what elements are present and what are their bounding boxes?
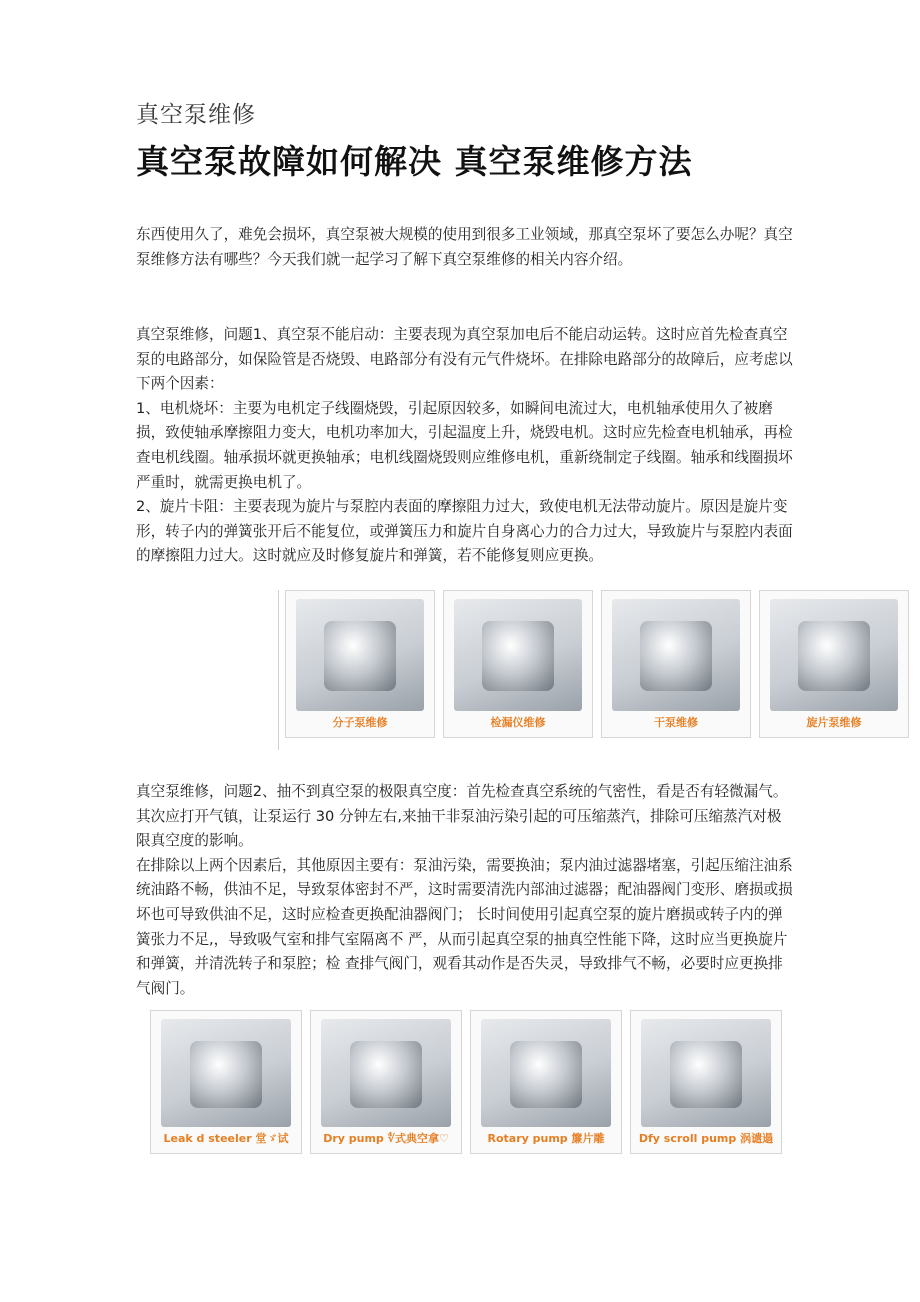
section-1-item-2: 2、旋片卡阻：主要表现为旋片与泵腔内表面的摩擦阻力过大，致使电机无法带动旋片。原因是旋片变形，转子内的弹簧张开后不能复位，或弹簧压力和旋片自身离心力的合力过大，导致旋片与泵腔内表面的摩擦阻力过大。这时就应及时修复旋片和弹簧，若不能修复则应更换。 [136, 498, 793, 565]
section-1 [136, 323, 796, 569]
caption: 干泵维修 [654, 716, 698, 729]
gallery-card [310, 1010, 462, 1154]
section-1-item-1: 1、电机烧坏：主要为电机定子线圈烧毁，引起原因较多，如瞬间电流过大，电机轴承使用久了被磨损，致使轴承摩擦阻力变大，电机功率加大，引起温度上升，烧毁电机。这时应先检查电机轴承，再检查电机线圈。轴承损坏就更换轴承；电机线圈烧毁则应维修电机，重新绕制定子线圈。轴承和线圈损坏严重时，就需更换电机了。 [136, 399, 793, 491]
product-photo [481, 1019, 611, 1127]
caption: 检漏仪维修 [490, 716, 546, 729]
gallery-card [630, 1010, 782, 1154]
page-kicker: 真空泵维修 [136, 102, 256, 128]
section-1-lead: 真空泵维修，问题1、真空泵不能启动：主要表现为真空泵加电后不能启动运转。这时应首先检查真空泵的电路部分，如保险管是否烧毁、电路部分有没有元气件烧坏。在排除电路部分的故障后，应考虑以下两个因素： [136, 326, 793, 393]
caption: Rotary pump 簾片雕 [487, 1132, 605, 1145]
caption: 分子泵维修 [332, 716, 388, 729]
product-photo [321, 1019, 451, 1127]
caption: Dry pump ∜式典空拿♡ [323, 1132, 449, 1145]
gallery-card [601, 590, 751, 738]
page-title: 真空泵故障如何解决 真空泵维修方法 [136, 142, 693, 181]
product-gallery [150, 1010, 790, 1154]
product-photo [454, 599, 582, 711]
service-gallery [278, 590, 920, 750]
gallery-card [285, 590, 435, 738]
product-photo [641, 1019, 771, 1127]
section-2-body: 在排除以上两个因素后，其他原因主要有：泵油污染，需要换油；泵内油过滤器堵塞，引起压缩注油系统油路不畅，供油不足，导致泵体密封不严，这时需要清洗内部油过滤器；配油器阀门变形、磨损或损坏也可导致供油不足，这时应检查更换配油器阀门； 长时间使用引起真空泵的旋片磨损或转子内的弹簧张力不足,，导致吸气室和排气室隔离不 严，从而引起真空泵的抽真空性能下降，这时应当更换旋片和弹簧，并清洗转子和泵腔；检 查排气阀门，观看其动作是否失灵，导致排气不畅，必要时应更换排气阀门。 [136, 856, 793, 997]
intro-paragraph: 东西使用久了，难免会损坏，真空泵被大规模的使用到很多工业领域，那真空泵坏了要怎么办呢？真空泵维修方法有哪些？今天我们就一起学习了解下真空泵维修的相关内容介绍。 [136, 226, 793, 268]
caption: Leak d steeler 堂ゞ试 [163, 1132, 289, 1145]
product-photo [612, 599, 740, 711]
gallery-card [150, 1010, 302, 1154]
gallery-card [470, 1010, 622, 1154]
caption: 旋片泵维修 [806, 716, 862, 729]
product-photo [770, 599, 898, 711]
section-2 [136, 780, 796, 1001]
product-photo [161, 1019, 291, 1127]
gallery-card [443, 590, 593, 738]
gallery-card [759, 590, 909, 738]
section-2-lead: 真空泵维修，问题2、抽不到真空泵的极限真空度：首先检查真空系统的气密性，看是否有轻微漏气。其次应打开气镇，让泵运行 30 分钟左右,来抽干非泵油污染引起的可压缩蒸汽，排除可压缩蒸汽对极限真空度的影响。 [136, 783, 788, 850]
product-photo [296, 599, 424, 711]
caption: Dfy scroll pump 涡谴遢 [638, 1132, 774, 1145]
